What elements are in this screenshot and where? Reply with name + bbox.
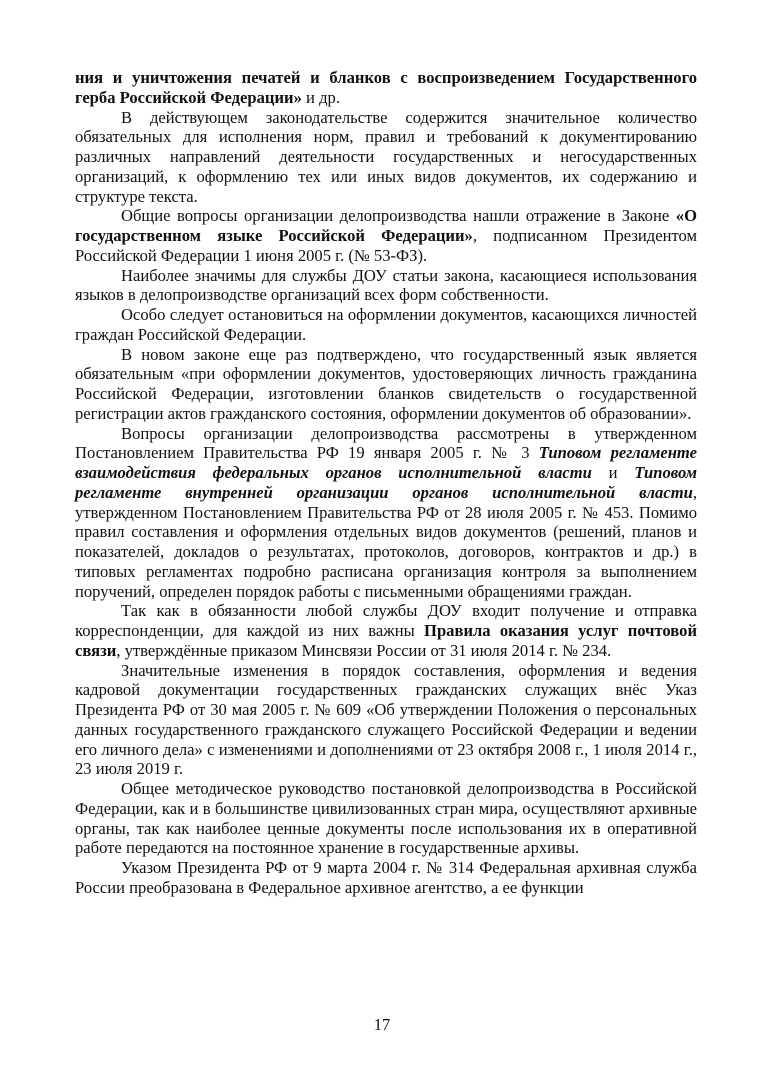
paragraph-6: В новом законе еще раз подтверждено, что государственный язык является обязательным «при оформлении документов, удостоверяющих личность гражданина Российской Федерации, изготовлении бланков свидетельств о государственной регистрации актов гражданского состояния, оформлении документов об образовании».	[75, 344, 697, 423]
paragraph-1: ния и уничтожения печатей и бланков с воспроизведением Государственного герба Российской Федерации» и др.	[75, 68, 697, 107]
law-title-bold: «О государственном языке Российской Федерации»	[75, 206, 697, 245]
paragraph-7: Вопросы организации делопроизводства рассмотрены в утвержденном Постановлением Правительства РФ 19 января 2005 г. № 3 Типовом регламенте взаимодействия федеральных органов исполнительной власти и Типовом регламенте внутренней организации органов исполнительной власти, утвержденном Постановлением Правительства РФ от 28 июля 2005 г. № 453. Помимо правил составления и оформления отдельных видов документов (решений, планов и показателей, докладов о результатах, протоколов, договоров, контрактов и др.) в типовых регламентах подробно расписана организация контроля за выполнением поручений, определен порядок работы с письменными обращениями граждан.	[75, 423, 697, 601]
paragraph-2: В действующем законодательстве содержится значительное количество обязательных для исполнения норм, правил и требований к документированию различных направлений деятельности государственных и негосударственных организаций, к оформлению тех или иных видов документов, их содержанию и структуре текста.	[75, 107, 697, 206]
paragraph-3: Общие вопросы организации делопроизводства нашли отражение в Законе «О государственном языке Российской Федерации», подписанном Президентом Российской Федерации 1 июня 2005 г. (№ 53-ФЗ).	[75, 206, 697, 265]
regulation-title-bold-italic: Типовом регламенте взаимодействия федеральных органов исполнительной власти	[75, 443, 697, 482]
regulation-title-bold-italic: Типовом регламенте внутренней организации органов исполнительной власти	[75, 463, 697, 502]
paragraph-9: Значительные изменения в порядок составления, оформления и ведения кадровой документации государственных гражданских служащих внёс Указ Президента РФ от 30 мая 2005 г. № 609 «Об утверждении Положения о персональных данных государственного гражданского служащего Российской Федерации и ведении его личного дела» с изменениями и дополнениями от 23 октября 2008 г., 1 июля 2014 г., 23 июля 2019 г.	[75, 660, 697, 779]
page-number: 17	[373, 1015, 391, 1034]
paragraph-8: Так как в обязанности любой службы ДОУ входит получение и отправка корреспонденции, для каждой из них важны Правила оказания услуг почтовой связи, утверждённые приказом Минсвязи России от 31 июля 2014 г. № 234.	[75, 601, 698, 660]
document-page	[75, 68, 697, 898]
paragraph-5: Особо следует остановиться на оформлении документов, касающихся личностей граждан Российской Федерации.	[75, 305, 697, 344]
law-title-bold: ния и уничтожения печатей и бланков с воспроизведением Государственного герба Российской Федерации»	[75, 68, 697, 107]
paragraph-4: Наиболее значимы для службы ДОУ статьи закона, касающиеся использования языков в делопроизводстве организаций всех форм собственности.	[75, 265, 697, 305]
paragraph-11: Указом Президента РФ от 9 марта 2004 г. № 314 Федеральная архивная служба России преобразована в Федеральное архивное агентство, а ее функции	[75, 858, 697, 897]
paragraph-10: Общее методическое руководство постановкой делопроизводства в Российской Федерации, как и в большинстве цивилизованных стран мира, осуществляют архивные органы, так как наиболее ценные документы после использования их в оперативной работе передаются на постоянное хранение в государственные архивы.	[75, 779, 697, 858]
rules-title-bold: Правила оказания услуг почтовой связи	[75, 621, 698, 660]
